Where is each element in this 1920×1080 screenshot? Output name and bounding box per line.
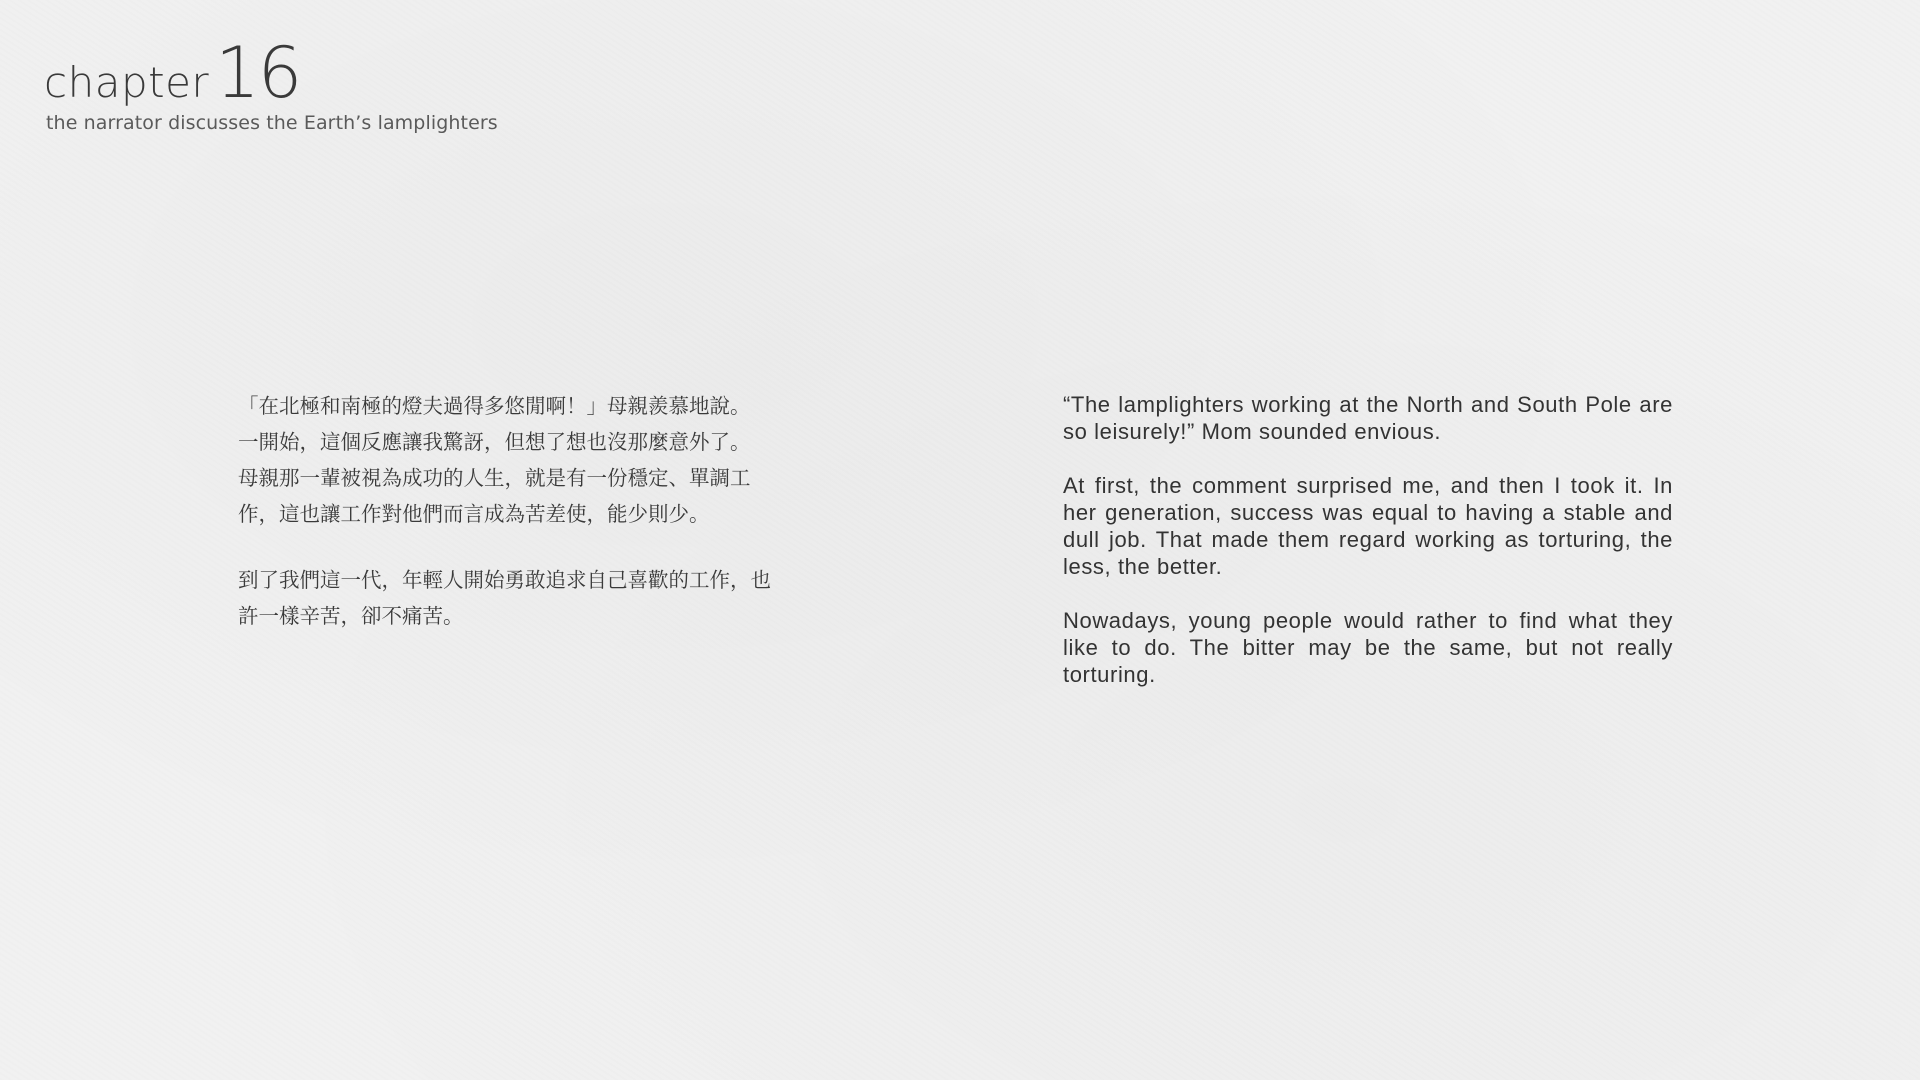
chinese-text-column	[238, 388, 838, 664]
chapter-number: 16	[215, 32, 301, 114]
english-text-column	[1063, 391, 1673, 715]
chinese-line: 母親那一輩被視為成功的人生，就是有一份穩定、單調工	[238, 466, 751, 490]
chapter-title	[44, 32, 744, 114]
english-paragraph: At first, the comment surprised me, and then I took it. In her generation, success was equal to having a stable and dull job. That made them regard working as torturing, the less, the better.	[1063, 473, 1673, 579]
chinese-line: 許一樣辛苦，卻不痛苦。	[238, 604, 464, 628]
english-paragraph: “The lamplighters working at the North and South Pole are so leisurely!” Mom sounded envious.	[1063, 392, 1673, 444]
chinese-line: 作，這也讓工作對他們而言成為苦差使，能少則少。	[238, 502, 710, 526]
chapter-subtitle: the narrator discusses the Earth’s lamplighters	[46, 112, 498, 134]
chinese-paragraph	[238, 388, 838, 532]
english-paragraph: Nowadays, young people would rather to find what they like to do. The bitter may be the same, but not really torturing.	[1063, 608, 1673, 687]
chinese-paragraph	[238, 562, 838, 634]
chinese-line: 「在北極和南極的燈夫過得多悠閒啊！」母親羨慕地說。	[238, 394, 751, 418]
chinese-line: 到了我們這一代，年輕人開始勇敢追求自己喜歡的工作，也	[238, 568, 771, 592]
chapter-label: chapter	[44, 58, 210, 107]
chapter-header	[44, 32, 744, 148]
chinese-line: 一開始，這個反應讓我驚訝，但想了想也沒那麼意外了。	[238, 430, 751, 454]
